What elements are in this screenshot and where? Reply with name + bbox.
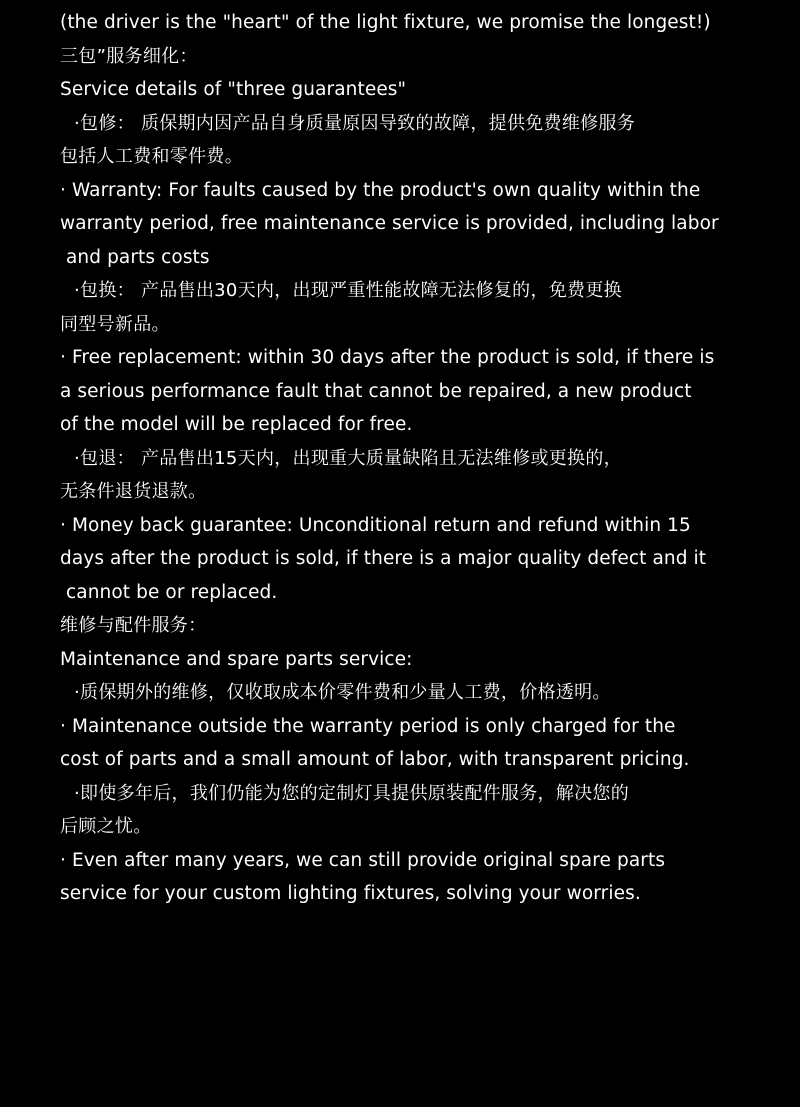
- text-line: · Free replacement: within 30 days after the product is sold, if there is: [60, 347, 715, 368]
- text-line: · Even after many years, we can still provide original spare parts: [60, 849, 666, 871]
- text-line: cost of parts and a small amount of labor, with transparent pricing.: [60, 749, 690, 770]
- text-line: ·包换： 产品售出30天内，出现严重性能故障无法修复的，免费更换: [74, 280, 622, 301]
- text-line: Service details of "three guarantees": [60, 79, 407, 100]
- text-line: · Maintenance outside the warranty period is only charged for the: [60, 715, 676, 737]
- text-line: 后顾之忧。: [60, 816, 152, 837]
- text-line: ·包退： 产品售出15天内，出现重大质量缺陷且无法维修或更换的，: [74, 447, 622, 469]
- text-line: warranty period, free maintenance service is provided, including labor: [60, 213, 719, 234]
- text-line: · Money back guarantee: Unconditional return and refund within 15: [60, 514, 691, 536]
- text-line: (the driver is the "heart" of the light fixture, we promise the longest!): [60, 12, 711, 33]
- text-line: service for your custom lighting fixtures, solving your worries.: [60, 883, 641, 904]
- text-line: days after the product is sold, if there is a major quality defect and it: [60, 548, 707, 569]
- text-line: cannot be or replaced.: [60, 581, 278, 603]
- text-line: 三包”服务细化：: [60, 45, 198, 67]
- text-line: Maintenance and spare parts service:: [60, 648, 413, 670]
- text-line: 维修与配件服务：: [60, 615, 207, 636]
- text-line: 同型号新品。: [60, 313, 170, 335]
- text-line: ·包修： 质保期内因产品自身质量原因导致的故障，提供免费维修服务: [74, 112, 636, 134]
- text-line: a serious performance fault that cannot be repaired, a new product: [60, 380, 692, 402]
- text-line: and parts costs: [60, 246, 210, 268]
- text-line: ·质保期外的维修，仅收取成本价零件费和少量人工费，价格透明。: [74, 682, 611, 703]
- text-line: 包括人工费和零件费。: [60, 146, 243, 167]
- text-line: ·即使多年后，我们仍能为您的定制灯具提供原装配件服务，解决您的: [74, 782, 630, 804]
- text-line: 无条件退货退款。: [60, 481, 207, 502]
- text-line: of the model will be replaced for free.: [60, 414, 413, 435]
- text-line: · Warranty: For faults caused by the product's own quality within the: [60, 179, 701, 201]
